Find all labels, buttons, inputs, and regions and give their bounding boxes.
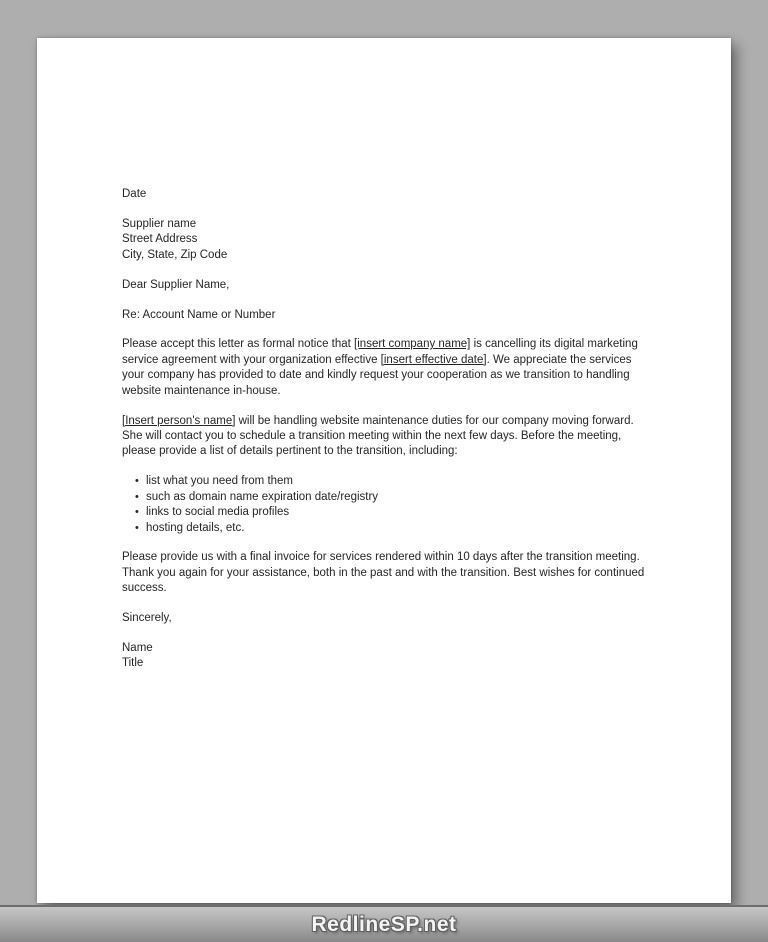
company-name-placeholder: [insert company name] [354, 338, 471, 351]
closing-line: Sincerely, [122, 612, 172, 625]
paragraph-transition [122, 414, 655, 460]
supplier-name-line: Supplier name [122, 217, 197, 230]
date-line: Date [122, 188, 147, 200]
subject-line: Re: Account Name or Number [122, 308, 276, 321]
paragraph-notice [122, 337, 655, 399]
street-address-line: Street Address [122, 233, 198, 246]
paragraph-invoice: Please provide us with a final invoice for services rendered within 10 days after the transition meeting. Thank you again for your assistance, both in the past and with the transition. Best wishes for continued success. [122, 551, 645, 595]
recipient-address [122, 217, 655, 263]
signature-name-line: Name [122, 642, 153, 655]
list-item: • links to social media profiles [135, 505, 655, 520]
letter-content [122, 187, 655, 686]
paragraph-notice-text-2: is cancelling its digital marketing service agreement with your organization effective [122, 338, 638, 366]
letter-page [37, 38, 731, 903]
person-name-placeholder: [Insert person's name] [122, 414, 236, 427]
signature-title-line: Title [122, 657, 144, 670]
paragraph-transition-text: will be handling website maintenance duties for our company moving forward. She will contact you to schedule a transition meeting within the next few days. Before the meeting, please provide a list of details pertinent to the transition, including: [122, 414, 634, 458]
list-item: • hosting details, etc. [135, 521, 655, 536]
paragraph-notice-text-3: . We appreciate the services your company has provided to date and kindly request your cooperation as we transition to handling website maintenance in-house. [122, 353, 632, 397]
salutation-line: Dear Supplier Name, [122, 278, 230, 291]
watermark-band [0, 905, 768, 942]
list-item: • such as domain name expiration date/registry [135, 490, 655, 505]
list-item: • list what you need from them [135, 474, 655, 489]
effective-date-placeholder: [insert effective date] [380, 353, 487, 366]
city-state-zip-line: City, State, Zip Code [122, 248, 228, 261]
transition-details-list [122, 474, 655, 536]
watermark-text: RedlineSP.net [311, 912, 457, 936]
paragraph-notice-text-1: Please accept this letter as formal notice that [122, 338, 355, 351]
signature-block [122, 641, 655, 672]
